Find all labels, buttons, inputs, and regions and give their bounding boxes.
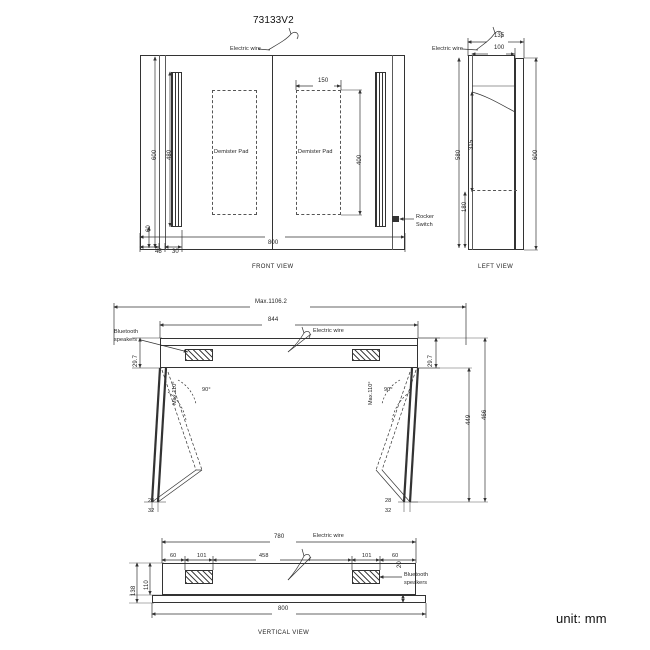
top-dim-inner: 844 [268,317,279,323]
front-dim-width-left-2: 30 [172,249,179,255]
top-bluetooth-label-2: speakers [114,337,138,343]
vertical-dim-height-1: 138 [131,585,137,596]
top-dim-foot1-b: 32 [148,508,155,514]
top-bluetooth-label-1: Bluetooth [114,329,139,335]
top-dim-foot1-a: 28 [148,498,155,504]
vertical-dim-height-2: 110 [144,580,150,590]
top-angle-90-left: 90° [202,387,211,393]
drawing-title: 73133V2 [253,15,294,26]
top-dim-max-open: Max.1106.2 [255,299,287,305]
vertical-dim-seg-a: 60 [170,553,177,559]
top-dim-depth-outer: 466 [482,409,488,420]
vertical-dim-top-width: 780 [274,534,285,540]
top-dim-foot2-b: 32 [385,508,392,514]
left-view-mirror-door [515,58,524,250]
top-angle-max-right: Max.110° [368,381,374,405]
front-view-left-edge-line [159,55,160,250]
front-view-rocker-switch-label-2: Switch [416,222,433,228]
vertical-dim-height-3: 20 [397,561,403,568]
front-dim-width-overall: 800 [268,240,279,246]
vertical-dim-seg-b: 101 [197,553,207,559]
front-dim-height-bottom: 60 [146,225,152,232]
top-angle-max-left: Max.110° [172,381,178,405]
top-electric-wire-label: Electric wire [313,328,344,334]
vertical-view-speaker-right [352,570,380,584]
left-dim-mid-2: 315 [469,139,475,150]
front-dim-height-pad: 480 [167,149,173,160]
top-dim-side-left: 29.7 [133,354,139,367]
front-view-right-edge-line [392,55,393,250]
front-dim-height-overall: 600 [152,149,158,160]
left-view-body-outline [468,55,515,250]
left-dim-mid-1: 580 [456,149,462,160]
vertical-electric-wire-label: Electric wire [313,533,344,539]
demister-pad-label-left: Demister Pad [214,149,249,155]
left-dim-top-1: 135 [494,33,505,39]
vertical-bluetooth-label-2: speakers [404,580,428,586]
top-dim-foot2-a: 28 [385,498,392,504]
demister-pad-label-right: Demister Pad [298,149,333,155]
left-view-electric-wire-label: Electric wire [432,46,463,52]
top-view-back-panel-line [160,345,418,346]
front-view-electric-wire-label: Electric wire [230,46,261,52]
top-angle-90-right: 90° [384,387,393,393]
vertical-bluetooth-label-1: Bluetooth [404,572,429,578]
vertical-dim-seg-c: 458 [259,553,269,559]
left-dim-top-2: 100 [494,45,505,51]
front-view-label: FRONT VIEW [252,264,294,270]
front-view-door-split [272,55,273,250]
left-view-inner-line [472,55,473,250]
vertical-dim-seg-d: 101 [362,553,372,559]
top-view-speaker-left [185,349,213,361]
front-dim-pad-height: 400 [357,154,363,165]
vertical-view-label: VERTICAL VIEW [258,630,310,636]
left-dim-lower: 180 [462,201,468,212]
vertical-view-speaker-left [185,570,213,584]
front-dim-pad-width: 150 [318,78,329,84]
top-dim-depth-inner: 449 [466,414,472,425]
top-dim-side-right: 29.7 [428,354,434,367]
top-view-speaker-right [352,349,380,361]
front-view-left-edge-line-2 [165,55,166,250]
unit-note: unit: mm [556,611,607,626]
front-dim-width-left-1: 45 [155,249,162,255]
left-view-shelf-dashed [472,190,517,191]
vertical-view-base-plate [152,595,426,603]
left-dim-right: 600 [533,149,539,160]
left-view-label: LEFT VIEW [478,264,514,270]
vertical-dim-seg-e: 60 [392,553,399,559]
vertical-dim-bottom-width: 800 [278,606,289,612]
front-view-rocker-switch-label-1: Rocker [416,214,435,220]
front-view-right-led-strip [375,72,386,227]
